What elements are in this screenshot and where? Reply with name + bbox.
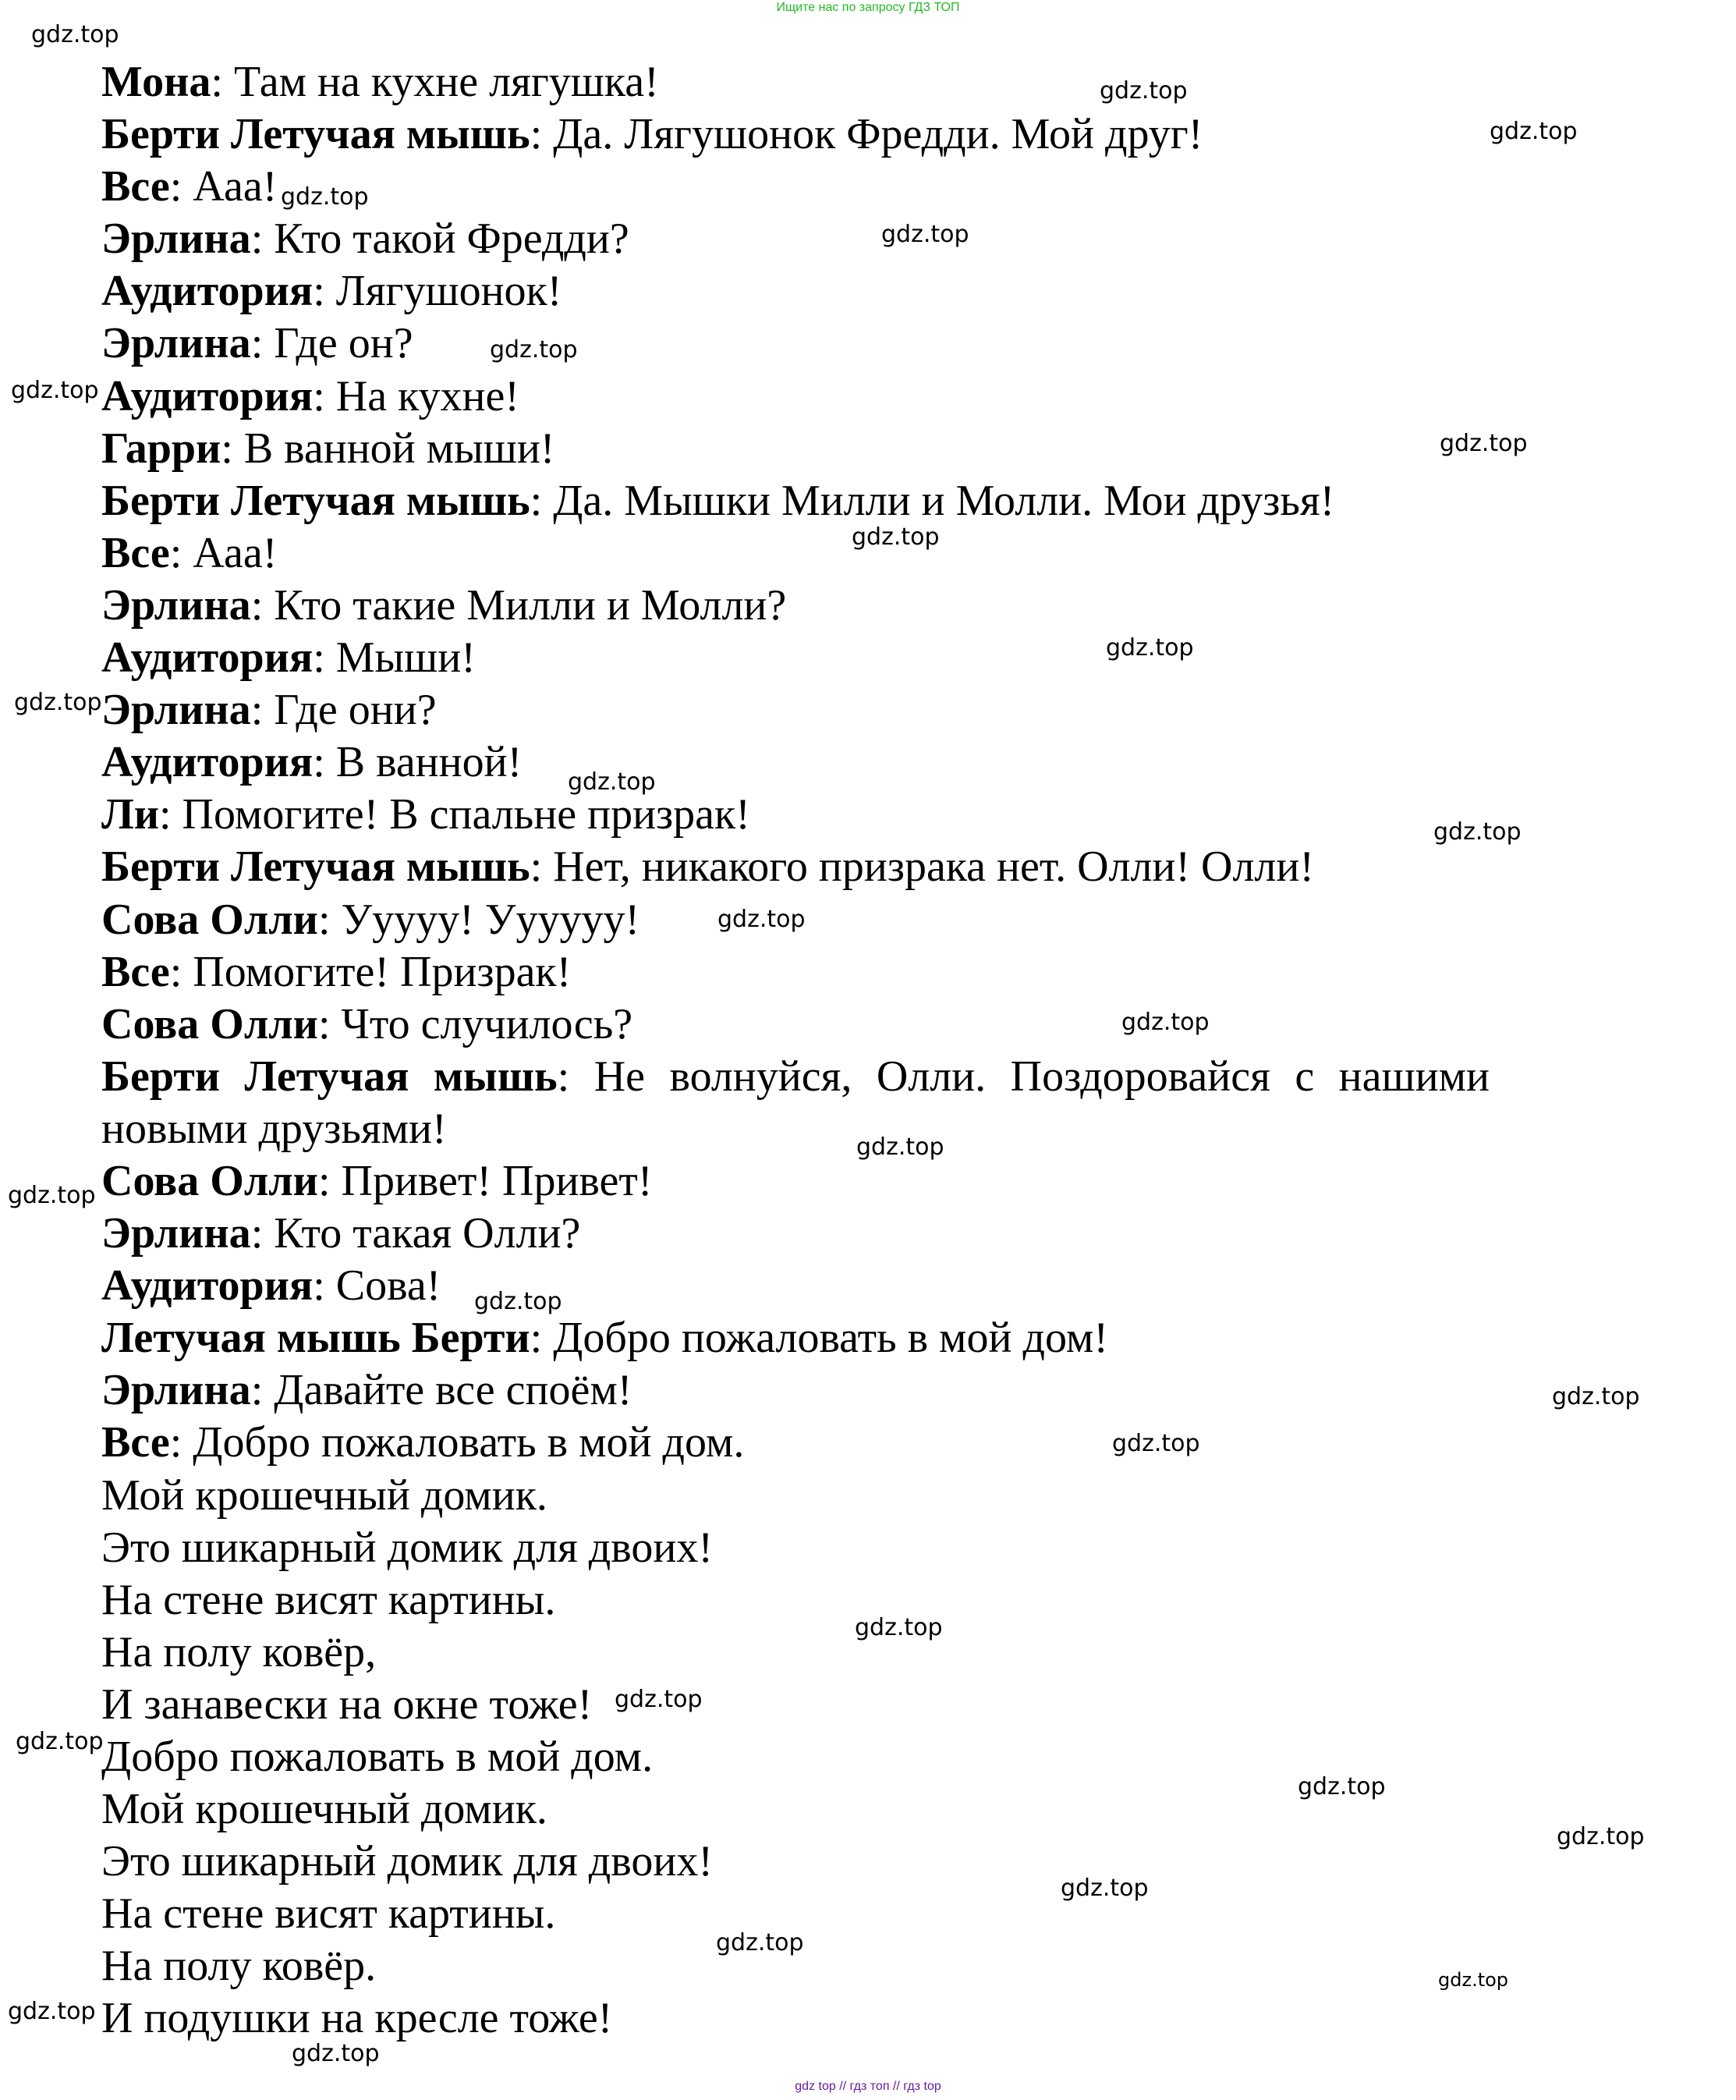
song-line: [101, 1574, 1490, 1626]
script-line: [101, 317, 1490, 370]
speaker-name: Все: [101, 947, 170, 996]
watermark: gdz.top: [31, 21, 119, 48]
line-text: Добро пожаловать в мой дом.: [101, 1733, 654, 1781]
script-line: [101, 632, 1490, 684]
line-text: На полу ковёр,: [101, 1627, 377, 1676]
watermark: gdz.top: [14, 689, 102, 716]
speaker-name: Берти Летучая мышь: [101, 1052, 558, 1101]
speaker-name: Мона: [101, 58, 211, 106]
script-line: [101, 1312, 1490, 1364]
watermark: gdz.top: [1438, 1969, 1509, 1991]
speaker-name: Аудитория: [101, 267, 314, 316]
watermark: gdz.top: [11, 377, 99, 404]
watermark: gdz.top: [1440, 430, 1528, 457]
watermark: gdz.top: [474, 1288, 562, 1315]
line-text: : Добро пожаловать в мой дом!: [530, 1314, 1108, 1363]
line-text: : Ааа!: [169, 528, 278, 577]
song-line: [101, 1470, 1490, 1522]
watermark: gdz.top: [292, 2040, 380, 2067]
script-line: [101, 736, 1490, 789]
watermark: gdz.top: [568, 768, 656, 796]
line-text: На полу ковёр.: [101, 1942, 377, 1991]
script-line: [101, 423, 1490, 475]
script-line: [101, 56, 1490, 108]
script-line: [101, 1155, 1490, 1208]
line-text: : Что случилось?: [317, 999, 633, 1048]
speaker-name: Сова Олли: [101, 1156, 318, 1205]
watermark: gdz.top: [1433, 818, 1522, 846]
watermark: gdz.top: [717, 906, 806, 933]
line-text: На стене висят картины.: [101, 1889, 556, 1939]
watermark: gdz.top: [8, 1998, 96, 2025]
script-line: [101, 1364, 1490, 1417]
line-text: : Давайте все споём!: [250, 1366, 632, 1415]
line-text: Это шикарный домик для двоих!: [101, 1837, 713, 1886]
watermark: gdz.top: [8, 1182, 96, 1209]
line-text: : Сова!: [313, 1261, 441, 1311]
speaker-name: Аудитория: [101, 1261, 314, 1311]
speaker-name: Аудитория: [101, 738, 314, 787]
line-text: : Кто такой Фредди?: [250, 215, 629, 264]
song-line: [101, 1992, 1490, 2045]
script-line: [101, 789, 1490, 841]
script-line: [101, 946, 1490, 999]
watermark: gdz.top: [1112, 1430, 1200, 1457]
line-text: И подушки на кресле тоже!: [101, 1994, 613, 2043]
line-text: : Нет, никакого призрака нет. Олли! Олли!: [530, 842, 1314, 892]
watermark: gdz.top: [1061, 1875, 1149, 1902]
play-script: [101, 56, 1490, 2045]
speaker-name: Гарри: [101, 424, 221, 473]
line-text: : В ванной!: [313, 738, 523, 787]
watermark: gdz.top: [1121, 1009, 1210, 1036]
line-text: На стене висят картины.: [101, 1575, 556, 1624]
song-line: [101, 1522, 1490, 1574]
speaker-name: Сова Олли: [101, 895, 318, 944]
line-text: : Добро пожаловать в мой дом.: [169, 1418, 745, 1467]
watermark: gdz.top: [16, 1728, 104, 1755]
speaker-name: Эрлина: [101, 686, 251, 735]
line-text: : Привет! Привет!: [317, 1156, 653, 1205]
watermark: gdz.top: [881, 221, 969, 248]
speaker-name: Берти Летучая мышь: [101, 110, 530, 159]
script-line: [101, 1417, 1490, 1469]
speaker-name: Все: [101, 162, 170, 211]
line-text: : Помогите! Призрак!: [169, 947, 572, 996]
speaker-name: Все: [101, 1418, 170, 1467]
song-line: [101, 1626, 1490, 1679]
watermark: gdz.top: [716, 1929, 804, 1956]
speaker-name: Эрлина: [101, 580, 251, 630]
line-text: : В ванной мыши!: [221, 424, 555, 473]
line-text: : Да. Мышки Милли и Молли. Мои друзья!: [530, 476, 1335, 525]
song-line: [101, 1679, 1490, 1731]
watermark: gdz.top: [1557, 1823, 1645, 1850]
watermark: gdz.top: [1552, 1383, 1640, 1410]
script-line: [101, 1051, 1490, 1155]
script-line: [101, 1208, 1490, 1260]
script-line: [101, 265, 1490, 317]
watermark: gdz.top: [490, 336, 578, 364]
line-text: : Да. Лягушонок Фредди. Мой друг!: [530, 110, 1203, 159]
watermark: gdz.top: [1490, 118, 1578, 145]
speaker-name: Эрлина: [101, 215, 251, 264]
line-text: И занавески на окне тоже!: [101, 1680, 593, 1729]
speaker-name: Сова Олли: [101, 999, 318, 1048]
script-line: [101, 108, 1490, 161]
line-text: : Кто такая Олли?: [250, 1209, 581, 1258]
speaker-name: Берти Летучая мышь: [101, 476, 530, 525]
script-line: [101, 841, 1490, 893]
watermark: gdz.top: [615, 1686, 703, 1713]
script-line: [101, 213, 1490, 265]
speaker-name: Летучая мышь Берти: [101, 1314, 530, 1363]
script-line: [101, 580, 1490, 632]
script-line: [101, 371, 1490, 423]
line-text: : На кухне!: [313, 371, 519, 420]
line-text: : Ууууу! Уууууу!: [317, 895, 640, 944]
speaker-name: Все: [101, 528, 170, 577]
song-line: [101, 1836, 1490, 1888]
watermark: gdz.top: [852, 523, 940, 551]
line-text: Мой крошечный домик.: [101, 1785, 547, 1834]
line-text: : Ааа!: [169, 162, 278, 211]
script-line: [101, 1260, 1490, 1315]
line-text: : Кто такие Милли и Молли?: [250, 580, 787, 630]
watermark: gdz.top: [855, 1614, 943, 1641]
speaker-name: Берти Летучая мышь: [101, 842, 530, 892]
speaker-name: Ли: [101, 790, 159, 839]
script-line: [101, 523, 1490, 580]
top-banner: Ищите нас по запросу ГДЗ ТОП: [776, 1, 960, 14]
watermark: gdz.top: [1298, 1773, 1386, 1800]
line-text: : Мыши!: [313, 633, 476, 683]
script-line: [101, 684, 1490, 736]
speaker-name: Эрлина: [101, 1209, 251, 1258]
watermark: gdz.top: [1100, 77, 1188, 105]
bottom-banner: gdz top // гдз топ // гдз top: [795, 2080, 941, 2093]
script-line: [101, 475, 1490, 527]
speaker-name: Эрлина: [101, 319, 251, 368]
speaker-name: Аудитория: [101, 633, 314, 683]
line-text: : Не волнуйся, Олли. Поздоровайся с нашими новыми друзьями!: [101, 1052, 1490, 1153]
song-line: [101, 1731, 1490, 1783]
line-text: : Помогите! В спальне призрак!: [159, 790, 750, 839]
line-text: Это шикарный домик для двоих!: [101, 1523, 713, 1572]
script-line: [101, 999, 1490, 1051]
speaker-name: Эрлина: [101, 1366, 251, 1415]
line-text: Мой крошечный домик.: [101, 1470, 547, 1520]
watermark: gdz.top: [281, 183, 369, 211]
watermark: gdz.top: [856, 1133, 944, 1161]
speaker-name: Аудитория: [101, 371, 314, 420]
line-text: : Где он?: [250, 319, 413, 368]
line-text: : Лягушонок!: [313, 267, 562, 316]
watermark: gdz.top: [1106, 634, 1194, 662]
line-text: : Где они?: [250, 686, 437, 735]
song-line: [101, 1783, 1490, 1836]
line-text: : Там на кухне лягушка!: [211, 58, 659, 106]
